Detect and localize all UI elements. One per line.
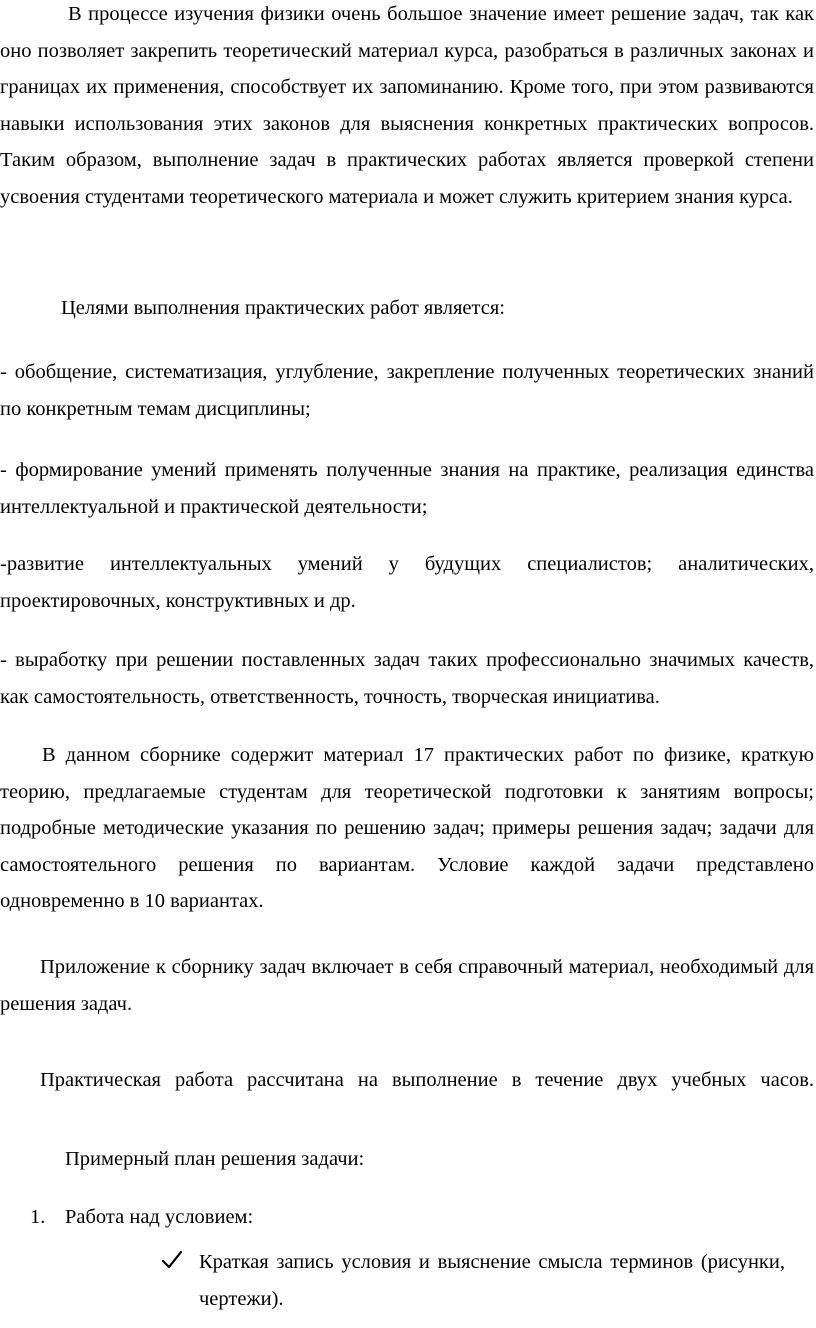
collection-paragraph: В данном сборнике содержит материал 17 практических работ по физике, краткую теорию, предлагаемые студентам для теоретической подготовки к занятиям вопросы; подробные методические указания по решению задач; примеры решения задач; задачи для самостоятельного решения по вариантам. Условие каждой задачи представлено одновременно в 10 вариантах. — [0, 744, 814, 912]
plan-subitem-1: Краткая запись условия и выяснение смысла терминов (рисунки, чертежи). — [199, 1251, 785, 1310]
list-item-label: Работа над условием: — [65, 1206, 254, 1228]
intro-paragraph: В процессе изучения физики очень большое значение имеет решение задач, так как оно позволяет закрепить теоретический материал курса, разобраться в различных законах и границах их применения, способствует их запоминанию. Кроме того, при этом развиваются навыки использования этих законов для выяснения конкретных практических вопросов. Таким образом, выполнение задач в практических работах является проверкой степени усвоения студентами теоретического материала и может служить критерием знания курса. — [0, 3, 814, 208]
plan-heading: Примерный план решения задачи: — [65, 1148, 365, 1170]
goal-item-2: - формирование умений применять полученные знания на практике, реализация единства интеллектуальной и практической деятельности; — [0, 459, 814, 518]
goals-heading: Целями выполнения практических работ является: — [61, 297, 505, 319]
duration-paragraph: Практическая работа рассчитана на выполнение в течение двух учебных часов. — [40, 1069, 814, 1091]
goal-item-3: -развитие интеллектуальных умений у будущих специалистов; аналитических, проектировочных, конструктивных и др. — [0, 553, 814, 612]
list-number: 1. — [30, 1206, 46, 1228]
goal-item-4: - выработку при решении поставленных задач таких профессионально значимых качеств, как самостоятельность, ответственность, точность, творческая инициатива. — [0, 649, 814, 708]
checkmark-icon — [160, 1248, 184, 1272]
goal-item-1: - обобщение, систематизация, углубление, закрепление полученных теоретических знаний по конкретным темам дисциплины; — [0, 361, 814, 420]
appendix-paragraph: Приложение к сборнику задач включает в себя справочный материал, необходимый для решения задач. — [0, 956, 814, 1015]
